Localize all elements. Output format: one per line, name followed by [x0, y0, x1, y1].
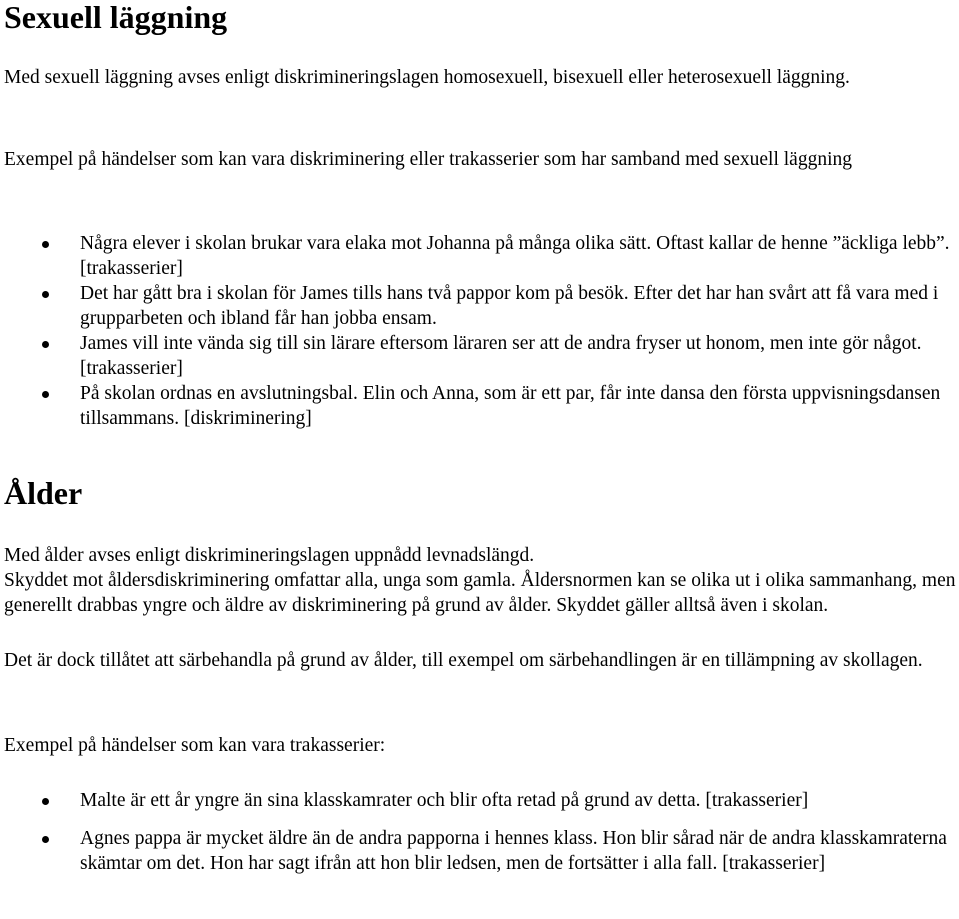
list-item: James vill inte vända sig till sin lärare eftersom läraren ser att de andra fryser ut honom, men inte gör något. [trakasserier]	[4, 331, 956, 381]
age-examples-intro: Exempel på händelser som kan vara trakasserier:	[4, 735, 386, 756]
section-heading-age: Ålder	[4, 475, 83, 511]
list-item: Några elever i skolan brukar vara elaka mot Johanna på många olika sätt. Oftast kallar de henne ”äckliga lebb”. [trakasserier]	[4, 231, 956, 281]
list-item: Agnes pappa är mycket äldre än de andra papporna i hennes klass. Hon blir sårad när de andra klasskamraterna skämtar om det. Hon har sagt ifrån att hon blir ledsen, men de fortsätter i alla fall. [trakasserier]	[4, 826, 956, 876]
age-definition-paragraph: Med ålder avses enligt diskrimineringslagen uppnådd levnadslängd.	[4, 545, 535, 566]
bullet-icon	[42, 391, 49, 398]
bullet-icon	[42, 836, 49, 843]
list-item: Malte är ett år yngre än sina klasskamrater och blir ofta retad på grund av detta. [trakasserier]	[4, 788, 956, 813]
bullet-icon	[42, 798, 49, 805]
list-item: Det har gått bra i skolan för James tills hans två pappor kom på besök. Efter det har han svårt att få vara med i grupparbeten och ibland får han jobba ensam.	[4, 281, 956, 331]
bullet-icon	[42, 241, 49, 248]
definition-paragraph: Med sexuell läggning avses enligt diskrimineringslagen homosexuell, bisexuell eller heterosexuell läggning.	[4, 67, 850, 88]
age-examples-list	[4, 788, 956, 876]
bullet-icon	[42, 341, 49, 348]
bullet-icon	[42, 291, 49, 298]
list-item: På skolan ordnas en avslutningsbal. Elin och Anna, som är ett par, får inte dansa den första uppvisningsdansen tillsammans. [diskriminering]	[4, 381, 956, 431]
age-exception-paragraph: Det är dock tillåtet att särbehandla på grund av ålder, till exempel om särbehandlingen är en tillämpning av skollagen.	[4, 650, 923, 671]
section-heading-sexual-orientation: Sexuell läggning	[4, 0, 228, 35]
examples-list	[4, 231, 956, 431]
examples-intro: Exempel på händelser som kan vara diskriminering eller trakasserier som har samband med sexuell läggning	[4, 149, 852, 170]
age-protection-paragraph: Skyddet mot åldersdiskriminering omfattar alla, unga som gamla. Åldersnormen kan se olika ut i olika sammanhang, men generellt drabbas yngre och äldre av diskriminering på grund av ålder. Skyddet gäller alltså även i skolan.	[4, 570, 956, 616]
